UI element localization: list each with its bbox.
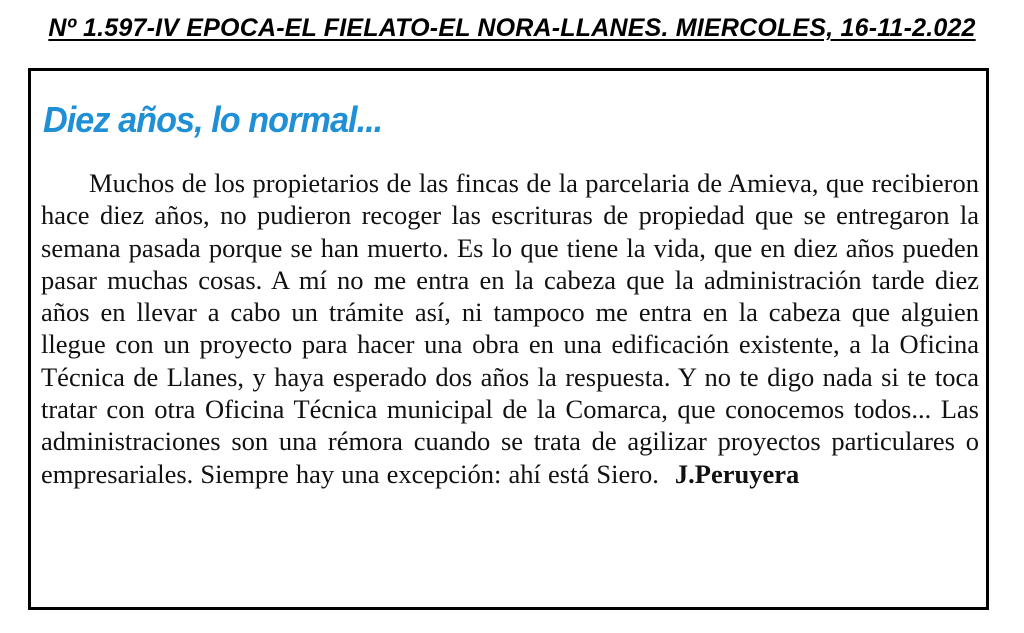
article-headline: Diez años, lo normal... — [43, 99, 383, 140]
article-box — [28, 68, 989, 610]
article-author: J.Peruyera — [674, 458, 800, 489]
article-body — [41, 167, 979, 490]
article-body-text: Muchos de los propietarios de las fincas de la parcelaria de Amieva, que recibieron hace diez años, no pudieron recoger las escrituras de propiedad que se entregaron la semana pasada porque se han muerto. Es lo que tiene la vida, que en diez años pueden pasar muchas cosas. A mí no me entra en la cabeza que la administración tarde diez años en llevar a cabo un trámite así, ni tampoco me entra en la cabeza que alguien llegue con un proyecto para hacer una obra en una edificación existente, a la Oficina Técnica de Llanes, y haya esperado dos años la respuesta. Y no te digo nada si te toca tratar con otra Oficina Técnica municipal de la Comarca, que conocemos todos... Las administraciones son una rémora cuando se trata de agilizar proyectos particulares o empresariales. Siempre hay una excepción: ahí está Siero. — [41, 168, 979, 489]
issue-header: Nº 1.597-IV EPOCA-EL FIELATO-EL NORA-LLANES. MIERCOLES, 16-11-2.022 — [48, 14, 976, 42]
